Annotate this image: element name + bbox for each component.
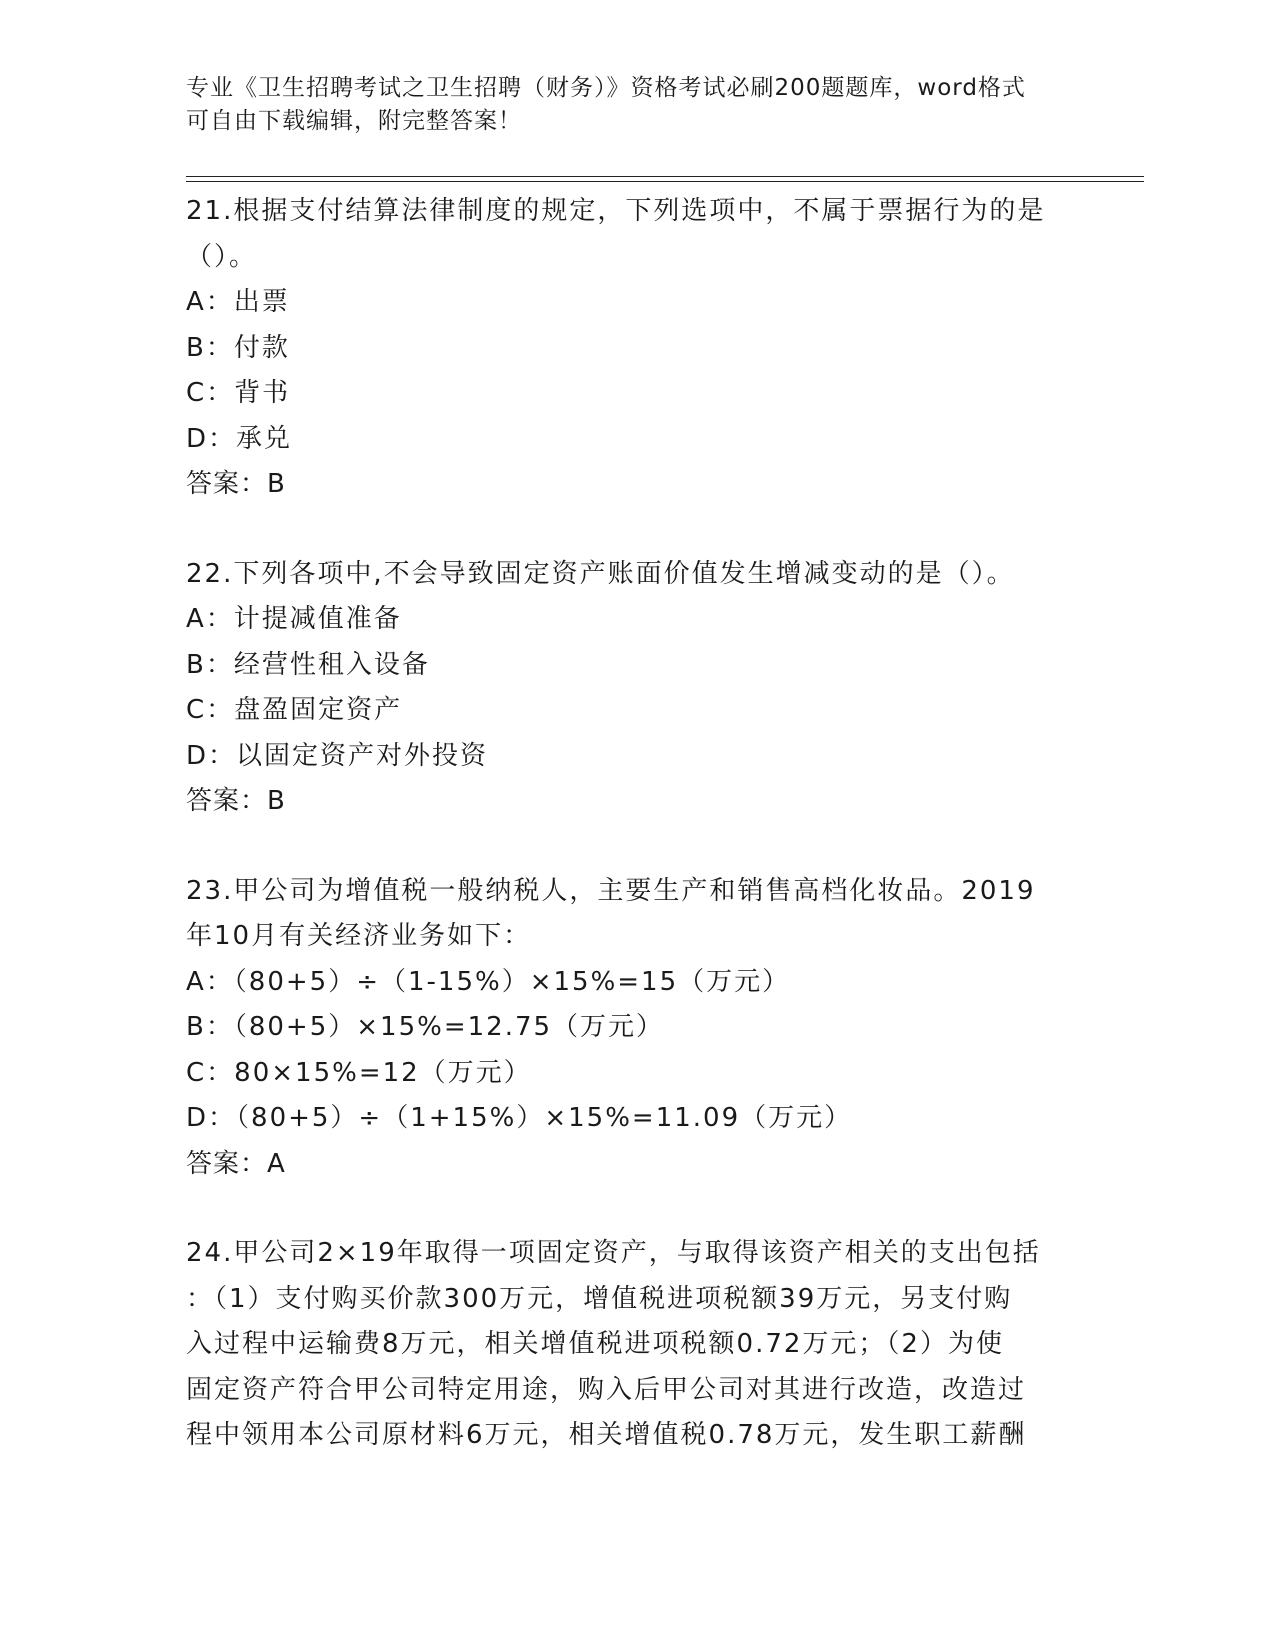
header-line: 可自由下载编辑，附完整答案！ — [186, 108, 522, 134]
question-stem: 固定资产符合甲公司特定用途，购入后甲公司对其进行改造，改造过 — [186, 1374, 1027, 1405]
question-stem: 24.甲公司2×19年取得一项固定资产，与取得该资产相关的支出包括 — [186, 1238, 1041, 1268]
question-stem: 年10月有关经济业务如下： — [186, 921, 532, 951]
header-rule-bottom — [186, 181, 1144, 182]
option-d: D：承兑 — [186, 423, 293, 454]
option-d: D：（80+5）÷（1+15%）×15%=11.09（万元） — [186, 1103, 853, 1133]
option-b: B：经营性租入设备 — [186, 649, 430, 680]
option-b: B：（80+5）×15%=12.75（万元） — [186, 1012, 665, 1042]
header-rule-top — [186, 176, 1144, 177]
question-stem: 22.下列各项中,不会导致固定资产账面价值发生增减变动的是（）。 — [186, 558, 1015, 589]
answer: 答案：A — [186, 1148, 286, 1179]
answer: 答案：B — [186, 469, 286, 499]
option-d: D：以固定资产对外投资 — [186, 740, 489, 771]
question-stem: 21.根据支付结算法律制度的规定，下列选项中，不属于票据行为的是 — [186, 196, 1046, 226]
header-line: 专业《卫生招聘考试之卫生招聘（财务）》资格考试必刷200题题库，word格式 — [186, 75, 1026, 101]
question-23 — [186, 869, 1076, 1188]
question-stem: 入过程中运输费8万元，相关增值税进项税额0.72万元；（2）为使 — [186, 1329, 1004, 1359]
question-list — [186, 189, 1076, 1503]
question-21 — [186, 189, 1076, 508]
document-header — [186, 72, 1066, 138]
option-c: C：80×15%=12（万元） — [186, 1057, 532, 1088]
question-stem: （）。 — [186, 241, 258, 272]
option-a: A：（80+5）÷（1-15%）×15%=15（万元） — [186, 966, 791, 997]
question-22 — [186, 552, 1076, 825]
option-b: B：付款 — [186, 332, 290, 363]
question-stem: 程中领用本公司原材料6万元，相关增值税0.78万元，发生职工薪酬 — [186, 1420, 1027, 1450]
question-stem: ：（1）支付购买价款300万元，增值税进项税额39万元，另支付购 — [186, 1283, 1013, 1314]
option-c: C：背书 — [186, 378, 291, 408]
option-a: A：出票 — [186, 287, 290, 317]
question-stem: 23.甲公司为增值税一般纳税人，主要生产和销售高档化妆品。2019 — [186, 875, 1036, 906]
option-a: A：计提减值准备 — [186, 604, 402, 634]
option-c: C：盘盈固定资产 — [186, 695, 403, 725]
answer: 答案：B — [186, 786, 286, 816]
question-24 — [186, 1231, 1076, 1459]
